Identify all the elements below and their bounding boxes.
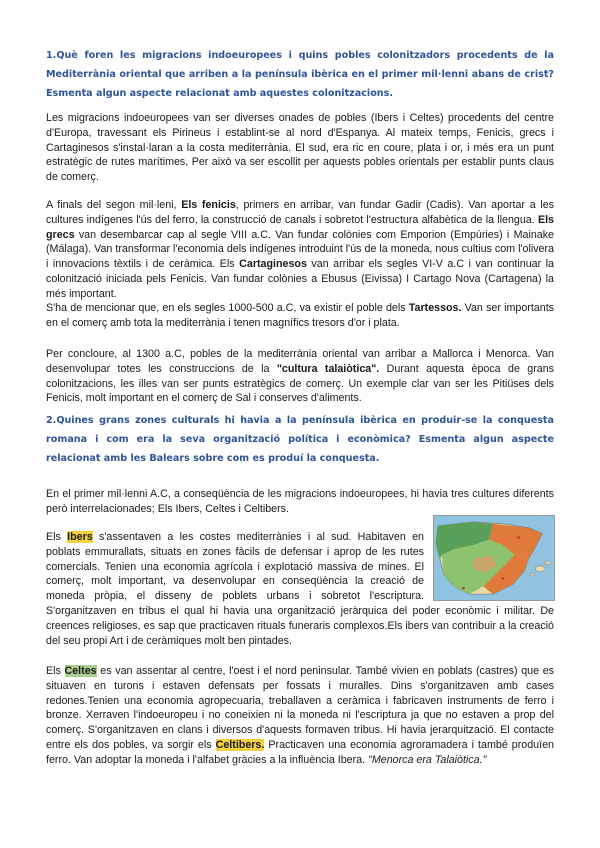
text-run: S'ha de mencionar que, en els segles 1000-500 a.C, va existir el poble dels	[46, 302, 409, 314]
text-run: Per concloure, al 1300 a.C, pobles de la mediterrània oriental van arribar a Mallorca i Menorca. Van desenvolupar totes les construccions de la	[46, 348, 554, 375]
text-run: s'assentaven a les costes mediterrànies i al sud. Habitaven en poblats emmurallats, situats en zones fàcils de defensar i aprop de les rutes comercials. Tenien una economia agrícola i explotació massiva de mines. El comerç, molt important, va desenvolupar en conseqüència la creació de moneda pròpia, el disseny de poblets urbans i sobretot l'escriptura. S'organitzaven en tribus el qual hi havia una organització jeràrquica del poder econòmic i militar. De creences religioses, es sap que practicaven rituals funeraris complexos.Els ibers van contribuir a la creació del seu propi Art i de ceràmiques molt ben pintades.	[46, 531, 554, 647]
text-run: Practicaven una economia agroramadera i també produïen ferro. Van adoptar la moneda i l'alfabet gràcies a la influència Ibera.	[46, 738, 554, 766]
term-celtes-highlighted: Celtes	[64, 665, 97, 677]
text-run: van arribar els segles VI-V a.C i van continuar la colonització iniciada pels Fenicis. Van fundar colònies a Ebusus (Eivissa) I Cartago Nova (Cartagena) la més important.	[46, 258, 555, 300]
term-ibers-highlighted: Ibers	[67, 531, 93, 543]
q2-paragraph-3	[46, 664, 554, 768]
q2-paragraph-2	[46, 530, 554, 648]
term-cartaginesos: Cartaginesos	[239, 258, 307, 271]
text-run: , primers en arribar, van fundar Gadir (Cadis). Van aportar a les cultures indígenes l'ús del ferro, la construcció de canals i sobretot l'estructura alfabètica de la llengua.	[46, 199, 554, 226]
q1-paragraph-3	[46, 301, 554, 331]
term-grecs: Els grecs	[46, 213, 554, 241]
q1-paragraph-1: Les migracions indoeuropees van ser diverses onades de pobles (Ibers i Celtes) procedents del centre d'Europa, travessant els Pirineus i establint-se al nord d'Espanya. Al mateix temps, Fenicis, grecs i Cartaginesos s'instal·laran a la costa mediterrània. El sud, era ric en coure, plata i or, i més era un punt estratègic de rutes marítimes, Per això va ser escollit per aquests pobles orientals per establir punts claus de comerç.	[46, 112, 554, 184]
text-run: van desembarcar cap al segle VIII a.C. Van fundar colònies com Emporion (Empúries) i Mainake (Málaga). Van transformar l'economia dels indígenes introduint l'ús de la moneda, nous cultius com l'olivera i innovacions tèxtils i de ceràmica. Els	[46, 228, 554, 271]
q1-paragraph-2	[46, 198, 554, 302]
question-1-heading: 1.Què foren les migracions indoeuropees i quins pobles colonitzadors procedents de la Mediterrània oriental que arriben a la península ibèrica en el primer mil·lenni abans de crist? Esmenta algun aspecte relacionat amb aquestes colonitzacions.	[46, 50, 554, 99]
q1-paragraph-4	[46, 347, 554, 406]
term-celtibers-highlighted: Celtibers.	[215, 738, 265, 751]
term-fenicis: Els fenicis	[181, 199, 236, 211]
text-run: Els	[46, 665, 65, 677]
text-run: Durant aquesta època de grans colonitzacions, les illes van ser punts estratègics de comerç. Un exemple clar van ser les Pitiüses dels Fenicis, molt important en el comerç de Sal i conserves d'aliments.	[46, 362, 554, 405]
map-float-spacer	[424, 515, 554, 601]
term-cultura-talaiotica: "cultura talaiòtica".	[276, 362, 380, 375]
q2-paragraph-1: En el primer mil·lenni A.C, a conseqüència de les migracions indoeuropees, hi havia tres cultures diferents però interrelacionades; Els Ibers, Celtes i Celtibers.	[46, 488, 554, 515]
text-run: A finals del segon mil·leni,	[46, 199, 182, 211]
text-run: Els	[46, 531, 68, 543]
question-2-heading: 2.Quines grans zones culturals hi havia a la península ibèrica en produir-se la conquesta romana i com era la seva organització política i econòmica? Esmenta algun aspecte relacionat amb les Balears sobre com es produí la conquesta.	[46, 415, 554, 464]
quote-menorca: "Menorca era Talaiòtica."	[368, 753, 487, 766]
term-tartessos: Tartessos.	[408, 302, 462, 314]
text-run: Van ser importants en el comerç amb tota la mediterrània i tenen magnífics tresors d'or i plata.	[46, 302, 555, 329]
text-run: es van assentar al centre, l'oest i el nord peninsular. També vivien en poblats (castres) que es situaven en turons i estaven defensats per fossats i muralles. Dins s'organitzaven amb cases redones.Tenien una economia agropecuaria, treballaven a ceràmica i fabricaven instruments de ferro i bronze. Xerraven l'indoeuropeu i no coneixien ni la moneda ni l'escriptura ja que no estaven a prop del comerç. S'organitzaven en clans i diversos d'aquests formaven tribus. Hi havia jerarquització. El contacte entre els dos pobles, va sorgir els	[46, 665, 554, 751]
